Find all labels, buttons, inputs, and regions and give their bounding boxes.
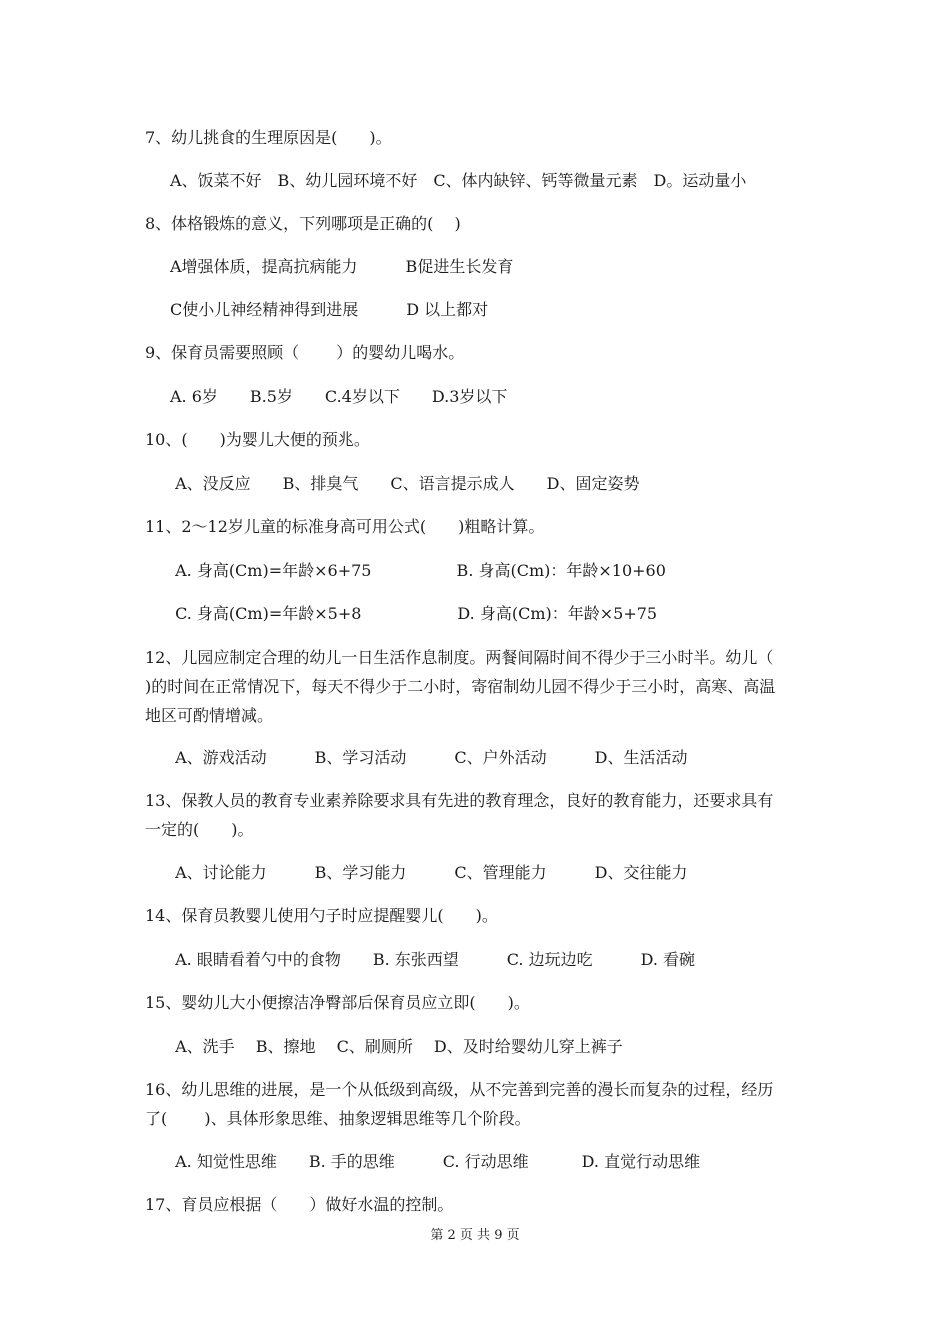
question-15-options: A、洗手 B、擦地 C、刷厕所 D、及时给婴幼儿穿上裤子 — [170, 1037, 623, 1056]
question-13-options: A、讨论能力 B、学习能力 C、管理能力 D、交往能力 — [170, 863, 688, 882]
question-11-options-line2: C. 身高(Cm)=年龄×5+8 D. 身高(Cm)：年龄×5+75 — [170, 604, 658, 623]
question-16-stem-line1: 16、幼儿思维的进展，是一个从低级到高级，从不完善到完善的漫长而复杂的过程，经历 — [145, 1080, 774, 1099]
question-12-stem-line1: 12、儿园应制定合理的幼儿一日生活作息制度。两餐间隔时间不得少于三小时半。幼儿（ — [145, 648, 774, 667]
page-footer: 第 2 页 共 9 页 — [430, 1228, 520, 1243]
question-16-options: A. 知觉性思维 B. 手的思维 C. 行动思维 D. 直觉行动思维 — [170, 1152, 701, 1171]
question-7-stem: 7、幼儿挑食的生理原因是( )。 — [145, 128, 392, 147]
question-12-stem-line2: )的时间在正常情况下，每天不得少于二小时，寄宿制幼儿园不得少于三小时，高寒、高温 — [145, 677, 776, 696]
question-11-options-line1: A. 身高(Cm)=年龄×6+75 B. 身高(Cm)：年龄×10+60 — [170, 561, 666, 580]
question-8-options-line2: C使小儿神经精神得到进展 D 以上都对 — [170, 300, 489, 319]
question-16-stem-line2: 了( )、具体形象思维、抽象逻辑思维等几个阶段。 — [145, 1109, 531, 1128]
question-12-options: A、游戏活动 B、学习活动 C、户外活动 D、生活活动 — [170, 748, 688, 767]
question-9-options: A. 6岁 B.5岁 C.4岁以下 D.3岁以下 — [170, 387, 508, 406]
question-15-stem: 15、婴幼儿大小便擦洁净臀部后保育员应立即( )。 — [145, 993, 530, 1012]
question-13-stem-line2: 一定的( )。 — [145, 820, 254, 839]
question-10-options: A、没反应 B、排臭气 C、语言提示成人 D、固定姿势 — [170, 474, 640, 493]
question-7-options: A、饭菜不好 B、幼儿园环境不好 C、体内缺锌、钙等微量元素 D。运动量小 — [170, 171, 747, 190]
question-9-stem: 9、保育员需要照顾（ ）的婴幼儿喝水。 — [145, 343, 465, 362]
question-12-stem-line3: 地区可酌情增减。 — [145, 706, 274, 725]
question-13-stem-line1: 13、保教人员的教育专业素养除要求具有先进的教育理念，良好的教育能力，还要求具有 — [145, 791, 774, 810]
question-17-stem: 17、育员应根据（ ）做好水温的控制。 — [145, 1195, 454, 1214]
question-11-stem: 11、2～12岁儿童的标准身高可用公式( )粗略计算。 — [145, 517, 545, 536]
question-14-stem: 14、保育员教婴儿使用勺子时应提醒婴儿( )。 — [145, 906, 498, 925]
question-8-stem: 8、体格锻炼的意义，下列哪项是正确的( ) — [145, 214, 461, 233]
question-8-options-line1: A增强体质，提高抗病能力 B促进生长发育 — [170, 257, 514, 276]
question-14-options: A. 眼睛看着勺中的食物 B. 东张西望 C. 边玩边吃 D. 看碗 — [170, 950, 696, 969]
question-10-stem: 10、( )为婴儿大便的预兆。 — [145, 430, 370, 449]
